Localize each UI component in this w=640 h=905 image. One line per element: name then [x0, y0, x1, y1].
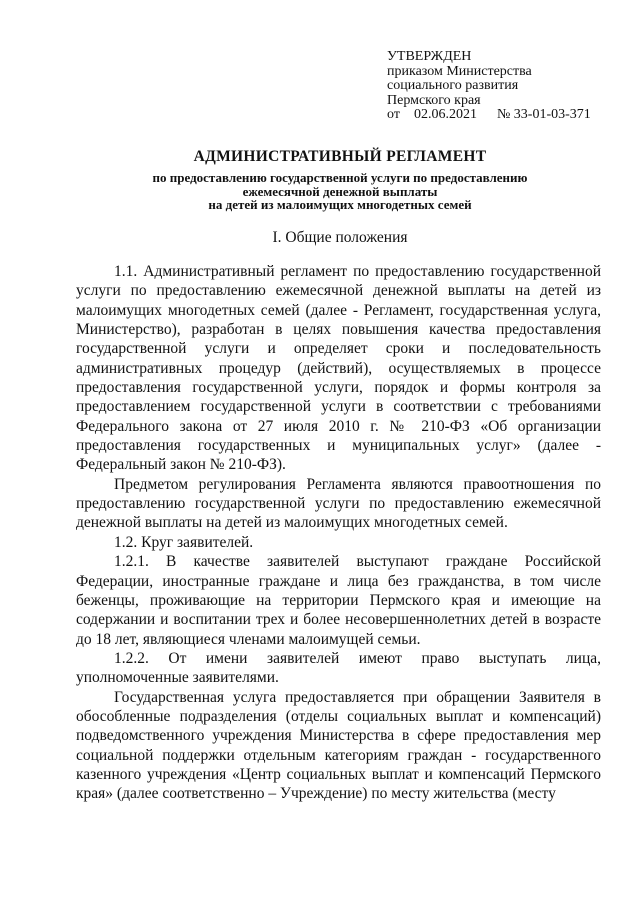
approval-ministry-line: социального развития	[387, 78, 519, 93]
approval-heading: УТВЕРЖДЕН	[387, 49, 472, 64]
paragraph-1-2-2: 1.2.2. От имени заявителей имеют право выступать лица, уполномоченные заявителями.	[76, 649, 601, 687]
approval-order-line: приказом Министерства	[387, 63, 532, 79]
document-title: АДМИНИСТРАТИВНЫЙ РЕГЛАМЕНТ	[193, 148, 487, 165]
subtitle-line-3: на детей из малоимущих многодетных семей	[208, 197, 472, 212]
section-heading: I. Общие положения	[272, 229, 408, 246]
paragraph-subject: Предметом регулирования Регламента являются правоотношения по предоставлению государственной услуги по предоставлению ежемесячной денежной выплаты на детей из малоимущих многодетных семей.	[76, 475, 601, 532]
approval-stamp	[387, 50, 591, 123]
paragraph-1-2: 1.2. Круг заявителей.	[114, 533, 254, 551]
document-subtitle	[70, 171, 610, 212]
approval-date: 02.06.2021	[413, 107, 477, 122]
subtitle-line-1: по предоставлению государственной услуги по предоставлению	[152, 170, 528, 185]
paragraph-service: Государственная услуга предоставляется при обращении Заявителя в обособленные подразделения (отделы социальных выплат и компенсаций) подведомственного учреждения Министерства в сфере предоставления мер социальной поддержки отдельным категориям граждан - государственного казенного учреждения «Центр социальных выплат и компенсаций Пермского края» (далее соответственно – Учреждение) по месту жительства (месту	[76, 688, 601, 803]
approval-date-line	[387, 108, 591, 123]
subtitle-line-2: ежемесячной денежной выплаты	[242, 183, 438, 199]
paragraph-1-1: 1.1. Административный регламент по предоставлению государственной услуги по предоставлению ежемесячной денежной выплаты на детей из малоимущих многодетных семей (далее - Регламент, государственная услуга, Министерство), разработан в целях повышения качества предоставления государственной услуги и определяет сроки и последовательность административных процедур (действий), осуществляемых в процессе предоставления государственной услуги, порядок и формы контроля за предоставлением государственной услуги в соответствии с требованиями Федерального закона от 27 июля 2010 г. № 210-ФЗ «Об организации предоставления государственных и муниципальных услуг» (далее - Федеральный закон № 210-ФЗ).	[76, 263, 601, 474]
paragraph-1-2-1: 1.2.1. В качестве заявителей выступают граждане Российской Федерации, иностранные граждане и лица без гражданства, в том числе беженцы, проживающие на территории Пермского края и имеющие на содержании и воспитании трех и более несовершеннолетних детей в возрасте до 18 лет, являющиеся членами малоимущей семьи.	[76, 553, 601, 648]
approval-number: № 33-01-03-371	[496, 107, 591, 122]
document-body	[76, 262, 601, 804]
approval-region-line: Пермского края	[387, 92, 481, 108]
approval-from-label: от	[387, 107, 400, 122]
